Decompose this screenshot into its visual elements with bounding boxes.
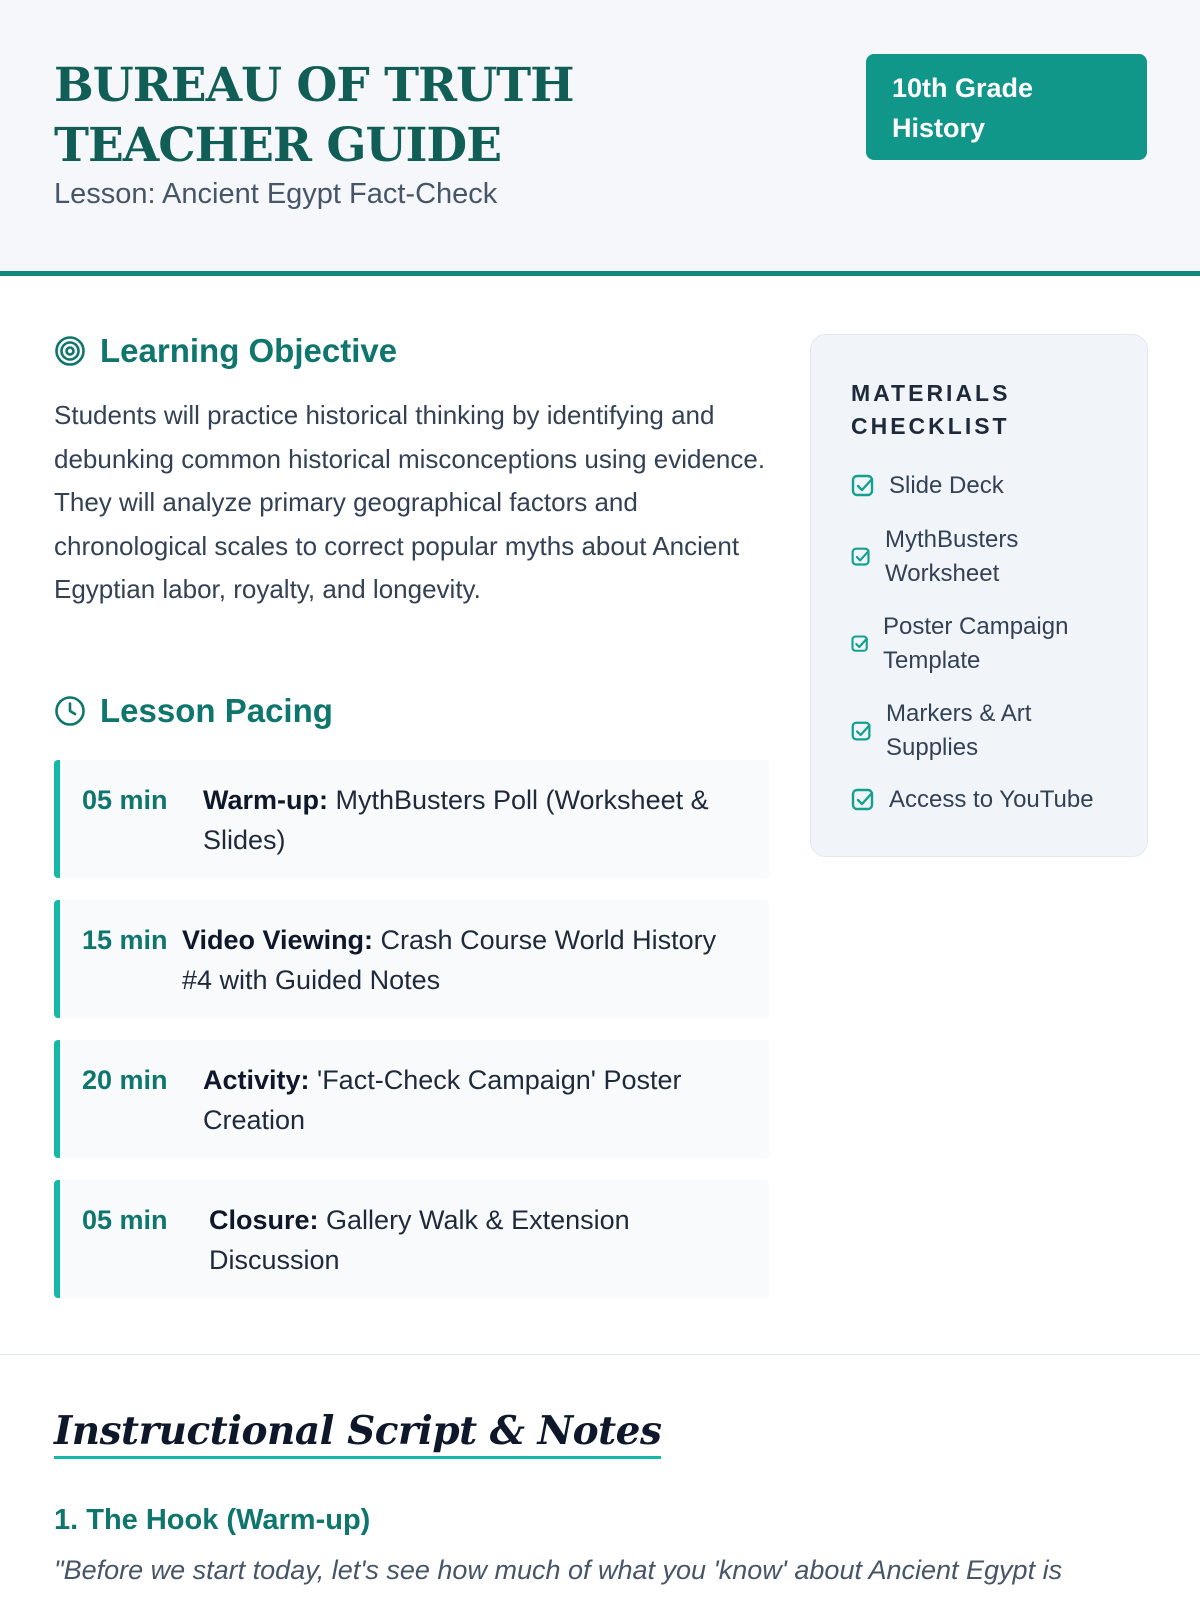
section-divider (0, 1354, 1200, 1355)
checkbox-icon (851, 788, 875, 812)
checklist-label: Markers & Art Supplies (886, 700, 1032, 761)
pacing-label: Video Viewing: (182, 925, 374, 955)
pacing-label: Activity: (203, 1065, 310, 1095)
materials-checklist (810, 334, 1148, 857)
pacing-description (203, 780, 747, 860)
hook-quote: "Before we start today, let's see how much of what you 'know' about Ancient Egypt is (54, 1555, 1063, 1585)
grade-badge: 10th Grade History (866, 54, 1147, 160)
checklist-label: MythBusters Worksheet (885, 526, 1019, 587)
materials-title: MATERIALS CHECKLIST (851, 380, 1011, 439)
checklist-item-slide-deck (851, 469, 1131, 503)
pacing-time: 20 min (82, 1065, 168, 1095)
checklist-label: Access to YouTube (889, 786, 1094, 813)
pacing-item-activity (54, 1040, 769, 1158)
script-title: Instructional Script & Notes (54, 1408, 661, 1459)
clock-icon (54, 695, 86, 727)
checklist-item-youtube (851, 783, 1131, 817)
checklist-item-poster-template (851, 610, 1131, 678)
pacing-text: MythBusters Poll (Worksheet & Slides) (203, 785, 709, 855)
pacing-description (209, 1200, 747, 1280)
header (0, 0, 1200, 276)
pacing-item-video (54, 900, 769, 1018)
pacing-time: 05 min (82, 785, 168, 815)
pacing-item-closure (54, 1180, 769, 1298)
pacing-item-warm-up (54, 760, 769, 878)
hook-title: 1. The Hook (Warm-up) (54, 1504, 371, 1536)
objective-text: Students will practice historical thinking by identifying and debunking common historical misconceptions using evidence. They will analyze primary geographical factors and chronological scales to correct popular myths about Ancient Egyptian labor, royalty, and longevity. (54, 400, 766, 604)
pacing-label: Closure: (209, 1205, 319, 1235)
pacing-text: 'Fact-Check Campaign' Poster Creation (203, 1065, 682, 1135)
checklist-item-worksheet (851, 523, 1131, 591)
pacing-text: Crash Course World History #4 with Guided Notes (182, 925, 717, 995)
checklist-item-art-supplies (851, 697, 1131, 765)
pacing-description (203, 1060, 747, 1140)
pacing-label: Warm-up: (203, 785, 328, 815)
target-icon (54, 335, 86, 367)
page-title: BUREAU OF TRUTH TEACHER GUIDE (54, 58, 574, 173)
pacing-time: 15 min (82, 925, 168, 955)
checkbox-icon (851, 547, 871, 567)
lesson-subtitle: Lesson: Ancient Egypt Fact-Check (54, 178, 498, 210)
pacing-time: 05 min (82, 1205, 168, 1235)
lesson-pacing-heading (54, 692, 333, 730)
pacing-description (182, 920, 747, 1000)
learning-objective-heading (54, 332, 397, 370)
lesson-pacing-title: Lesson Pacing (100, 692, 333, 729)
checkbox-icon (851, 721, 872, 742)
pacing-text: Gallery Walk & Extension Discussion (209, 1205, 630, 1275)
learning-objective-title: Learning Objective (100, 332, 398, 369)
checkbox-icon (851, 635, 869, 653)
checkbox-icon (851, 474, 875, 498)
checklist-label: Slide Deck (889, 472, 1004, 499)
checklist-label: Poster Campaign Template (883, 613, 1069, 674)
